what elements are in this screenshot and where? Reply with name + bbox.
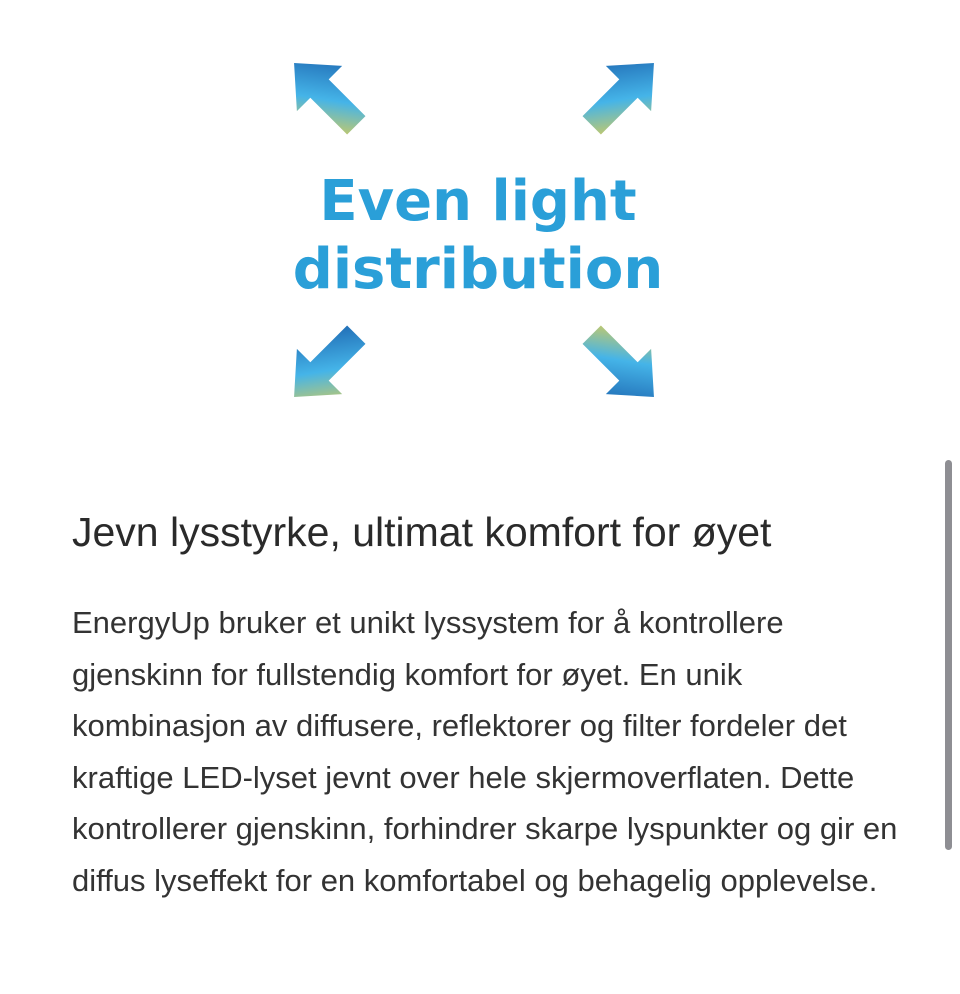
feature-description: EnergyUp bruker et unikt lyssystem for å kontrollere gjenskinn for fullstendig komfort for øyet. En unik kombinasjon av diffusere, reflektorer og filter fordeler det kraftige LED-lyset jevnt over hele skjermoverflaten. Dette kontrollerer gjenskinn, forhindrer skarpe lyspunkter og gir en diffus lyseffekt for en komfortabel og behagelig opplevelse.	[72, 605, 898, 898]
arrow-up-left-icon	[271, 40, 378, 147]
arrow-down-right-icon	[569, 312, 676, 419]
feature-title: Jevn lysstyrke, ultimat komfort for øyet	[72, 509, 772, 555]
image-text-line-2: distribution	[292, 237, 664, 302]
feature-image	[270, 40, 690, 430]
arrow-up-right-icon	[569, 40, 676, 147]
arrow-down-left-icon	[271, 312, 378, 419]
image-text-line-1: Even light	[319, 169, 637, 234]
scrollbar[interactable]	[945, 460, 952, 850]
